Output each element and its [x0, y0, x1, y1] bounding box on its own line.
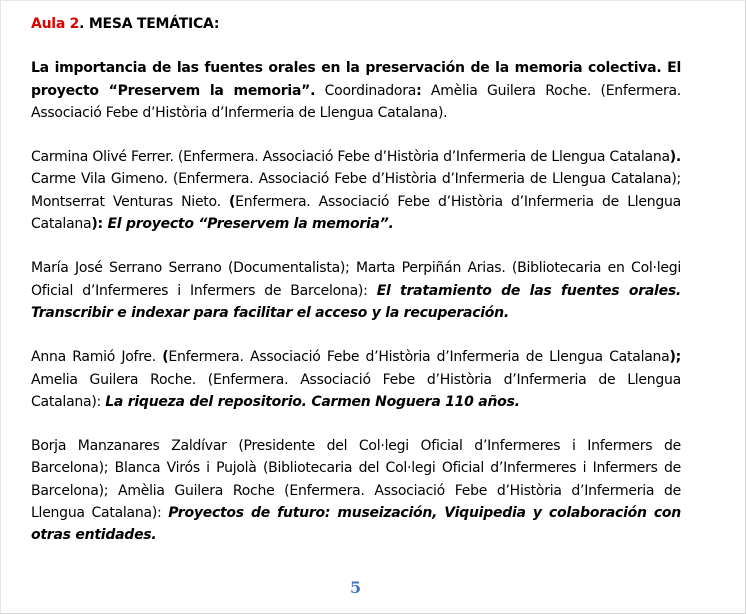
- coordinator-colon: :: [416, 82, 422, 99]
- talk-4-authors: Borja Manzanares Zaldívar (Presidente del Col·legi Oficial d’Infermeres i Infermers de Barcelona); Blanca Virós i Pujolà (Bibliotecaria del Col·legi Oficial d’Infermeres i Infermers de Barcelona); Amèlia Guilera Roche (Enfermera. Associació Febe d’Història d’Infermeria de Llengua Catalana):: [31, 438, 681, 522]
- room-label: Aula 2: [31, 16, 80, 32]
- talk-1-close-a: ).: [669, 149, 681, 166]
- talk-3-authors-a: Anna Ramió Jofre.: [31, 349, 163, 366]
- talk-1-authors-a: Carmina Olivé Ferrer. (Enfermera. Associació Febe d’Història d’Infermeria de Llengua Catalana: [31, 149, 670, 166]
- talk-3-close-b: );: [669, 349, 681, 366]
- talk-1-authors-c: Enfermera. Associació Febe d’Història d’Infermeria de Llengua Catalana: [31, 193, 681, 233]
- talk-2-title: El tratamiento de las fuentes orales. Transcribir e indexar para facilitar el acceso y la recuperación.: [31, 282, 681, 321]
- document-body: [31, 13, 681, 569]
- talk-entry-3: [31, 346, 681, 413]
- coordinator-label: Coordinadora: [315, 82, 417, 99]
- talk-3-title: La riqueza del repositorio. Carmen Noguera 110 años.: [105, 393, 520, 410]
- page-number: 5: [350, 578, 362, 597]
- talk-entry-4: [31, 435, 681, 546]
- talk-4-title: Proyectos de futuro: museización, Viquipedia y colaboración con otras entidades.: [31, 505, 682, 544]
- talk-2-authors: María José Serrano Serrano (Documentalista); Marta Perpiñán Arias. (Bibliotecaria en Col·legi Oficial d’Infermeres i Infermers de Barcelona):: [31, 260, 681, 299]
- talk-1-open-b: (: [229, 193, 236, 210]
- heading-dot: .: [79, 16, 85, 32]
- talk-1-title: El proyecto “Preservem la memoria”.: [102, 216, 394, 233]
- session-topic-title: La importancia de las fuentes orales en la preservación de la memoria colectiva. El proyecto “Preservem la memoria”.: [31, 60, 681, 99]
- session-title: MESA TEMÁTICA:: [84, 16, 220, 32]
- talk-entry-2: [31, 257, 681, 324]
- talk-3-authors-b: Enfermera. Associació Febe d’Història d’Infermeria de Llengua Catalana: [168, 349, 670, 366]
- session-intro: [31, 57, 681, 124]
- talk-1-authors-b: Carme Vila Gimeno. (Enfermera. Associació Febe d’Història d’Infermeria de Llengua Catalana); Montserrat Venturas Nieto.: [31, 171, 681, 210]
- talk-1-close-c: ):: [91, 216, 103, 233]
- talk-entry-1: [31, 146, 681, 235]
- talk-3-authors-c: Amelia Guilera Roche. (Enfermera. Associació Febe d’Història d’Infermeria de Llengua Catalana):: [31, 371, 681, 410]
- coordinator-text: Amèlia Guilera Roche. (Enfermera. Associació Febe d’Història d’Infermeria de Llengua Catalana).: [31, 82, 681, 121]
- talk-3-open-a: (: [162, 349, 169, 366]
- session-heading: [31, 13, 681, 35]
